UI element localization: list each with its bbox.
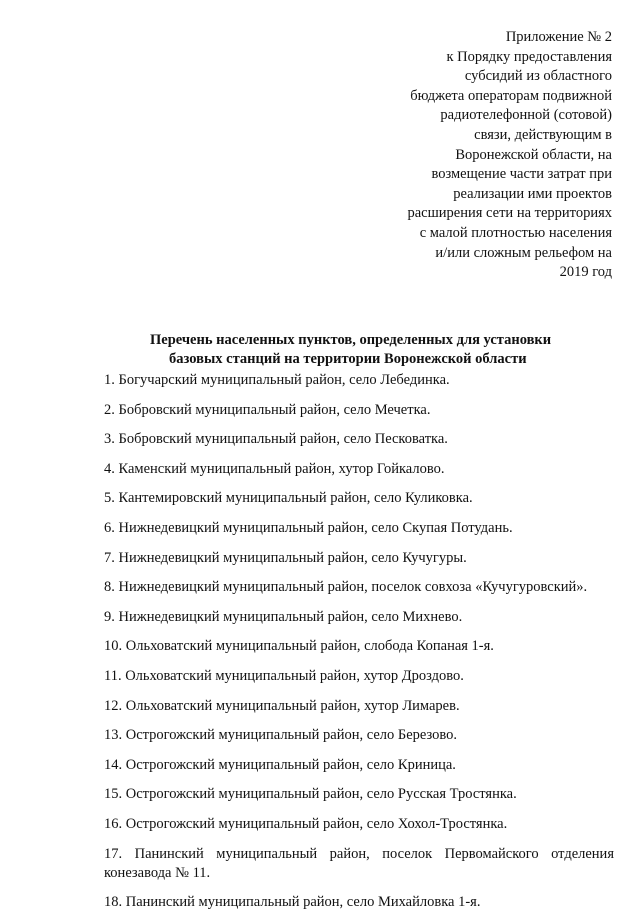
list-item: 7. Нижнедевицкий муниципальный район, село Кучугуры. [104, 549, 467, 566]
appendix-line: расширения сети на территориях [407, 205, 612, 222]
appendix-line: Воронежской области, на [455, 146, 612, 163]
list-item: 11. Ольховатский муниципальный район, хутор Дроздово. [104, 667, 464, 684]
list-item: 17. Панинский муниципальный район, поселок Первомайского отделения конезавода № 11. [104, 845, 614, 881]
list-item: 1. Богучарский муниципальный район, село Лебединка. [104, 372, 450, 388]
list-item: 4. Каменский муниципальный район, хутор Гойкалово. [104, 460, 445, 477]
appendix-line: реализации ими проектов [453, 185, 612, 202]
appendix-line: связи, действующим в [474, 126, 612, 143]
title-line-1: Перечень населенных пунктов, определенных для установки [150, 332, 552, 348]
appendix-line: Приложение № 2 [505, 29, 612, 45]
appendix-line: возмещение части затрат при [431, 166, 612, 183]
appendix-header [362, 28, 612, 283]
appendix-line: и/или сложным рельефом на [435, 244, 612, 261]
list-item: 5. Кантемировский муниципальный район, село Куликовка. [104, 490, 473, 507]
list-item: 9. Нижнедевицкий муниципальный район, село Михнево. [104, 608, 463, 625]
appendix-line: субсидий из областного [464, 68, 612, 85]
list-item: 12. Ольховатский муниципальный район, хутор Лимарев. [104, 697, 460, 714]
list-item: 14. Острогожский муниципальный район, село Криница. [104, 756, 456, 773]
list-item: 10. Ольховатский муниципальный район, слобода Копаная 1-я. [104, 638, 494, 655]
list-item: 6. Нижнедевицкий муниципальный район, село Скупая Потудань. [104, 519, 513, 536]
list-item: 18. Панинский муниципальный район, село Михайловка 1-я. [104, 894, 481, 911]
list-item: 13. Острогожский муниципальный район, село Березово. [104, 727, 458, 744]
list-item: 2. Бобровский муниципальный район, село Мечетка. [104, 401, 431, 418]
list-item: 16. Острогожский муниципальный район, село Хохол-Тростянка. [104, 815, 508, 832]
settlement-list [104, 371, 614, 923]
list-item: 15. Острогожский муниципальный район, село Русская Тростянка. [104, 786, 517, 803]
list-item: 3. Бобровский муниципальный район, село Песковатка. [104, 431, 448, 448]
appendix-line: 2019 год [559, 264, 612, 281]
appendix-line: бюджета операторам подвижной [410, 87, 612, 104]
document-title [150, 331, 600, 369]
appendix-line: к Порядку предоставления [446, 48, 612, 65]
title-line-2: базовых станций на территории Воронежской области [169, 351, 527, 367]
appendix-line: с малой плотностью населения [419, 224, 612, 241]
appendix-line: радиотелефонной (сотовой) [440, 107, 612, 124]
list-item: 8. Нижнедевицкий муниципальный район, поселок совхоза «Кучугуровский». [104, 579, 588, 596]
